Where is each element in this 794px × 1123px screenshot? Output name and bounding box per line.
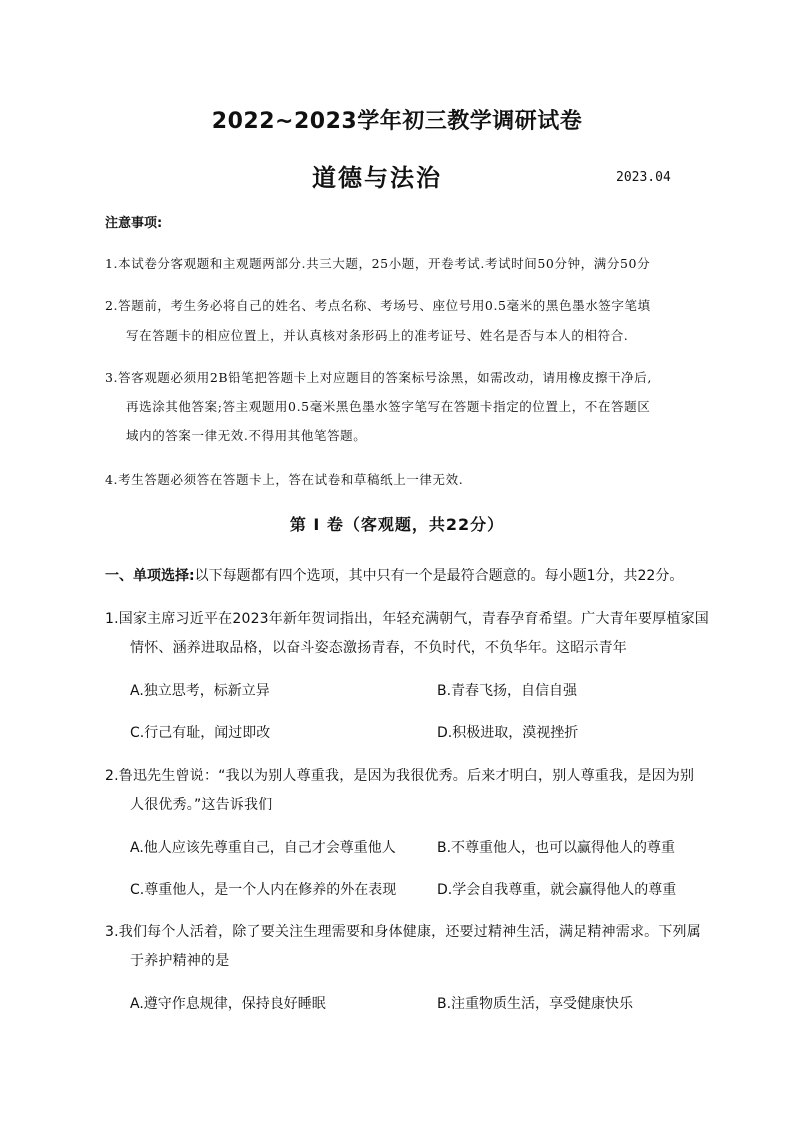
question-3-option-b: B.注重物质生活，享受健康快乐 [437,996,634,1012]
part-label: 一、单项选择: [105,568,195,584]
question-3-option-a: A.遵守作息规律，保持良好睡眠 [130,996,326,1012]
notice-line: 1.本试卷分客观题和主观题两部分.共三大题，25小题，开卷考试.考试时间50分钟，满分50分 [105,256,651,271]
subject-title: 道德与法治 [312,164,442,192]
exam-title: 2022~2023学年初三教学调研试卷 [211,109,583,134]
notice-line: 2.答题前，考生务必将自己的姓名、考点名称、考场号、座位号用0.5毫米的黑色墨水签字笔填 [105,298,651,313]
question-1-stem-cont: 情怀、涵养进取品格，以奋斗姿态激扬青春，不负时代，不负华年。这昭示青年 [130,640,627,656]
notice-line: 4.考生答题必须答在答题卡上，答在试卷和草稿纸上一律无效. [105,472,464,487]
notice-line: 3.答客观题必须用2B铅笔把答题卡上对应题目的答案标号涂黑，如需改动，请用橡皮擦干净后, [105,370,652,385]
exam-date: 2023.04 [616,170,671,185]
question-1-option-d: D.积极进取，漠视挫折 [437,725,579,741]
notice-line: 域内的答案一律无效.不得用其他笔答题。 [126,428,367,443]
question-2-option-a: A.他人应该先尊重自己，自己才会尊重他人 [130,840,396,856]
question-3-stem-cont: 于养护精神的是 [130,953,230,969]
question-1-option-b: B.青春飞扬，自信自强 [437,683,578,699]
part-instructions: 以下每题都有四个选项，其中只有一个是最符合题意的。每小题1分，共22分。 [194,568,684,584]
notice-heading: 注意事项: [105,216,163,231]
part-heading [105,565,683,585]
notice-line: 写在答题卡的相应位置上，并认真核对条形码上的准考证号、姓名是否与本人的相符合. [126,328,629,343]
section-title: 第 I 卷（客观题，共22分） [289,515,505,534]
question-2-option-d: D.学会自我尊重，就会赢得他人的尊重 [437,882,677,898]
question-1-option-a: A.独立思考，标新立异 [130,683,270,699]
question-3-stem: 3.我们每个人活着，除了要关注生理需要和身体健康，还要过精神生活，满足精神需求。下列属 [105,924,701,940]
notice-line: 再选涂其他答案;答主观题用0.5毫米黑色墨水签字笔写在答题卡指定的位置上，不在答题区 [126,399,651,414]
question-2-option-c: C.尊重他人，是一个人内在修养的外在表现 [130,882,397,898]
question-2-stem: 2.鲁迅先生曾说：“我以为别人尊重我，是因为我很优秀。后来才明白，别人尊重我，是因为别 [105,768,695,784]
question-2-stem-cont: 人很优秀。”这告诉我们 [130,797,273,813]
question-2-option-b: B.不尊重他人，也可以赢得他人的尊重 [437,840,676,856]
question-1-stem: 1.国家主席习近平在2023年新年贺词指出，年轻充满朝气，青春孕育希望。广大青年要厚植家国 [105,611,709,627]
question-1-option-c: C.行己有耻，闻过即改 [130,725,271,741]
